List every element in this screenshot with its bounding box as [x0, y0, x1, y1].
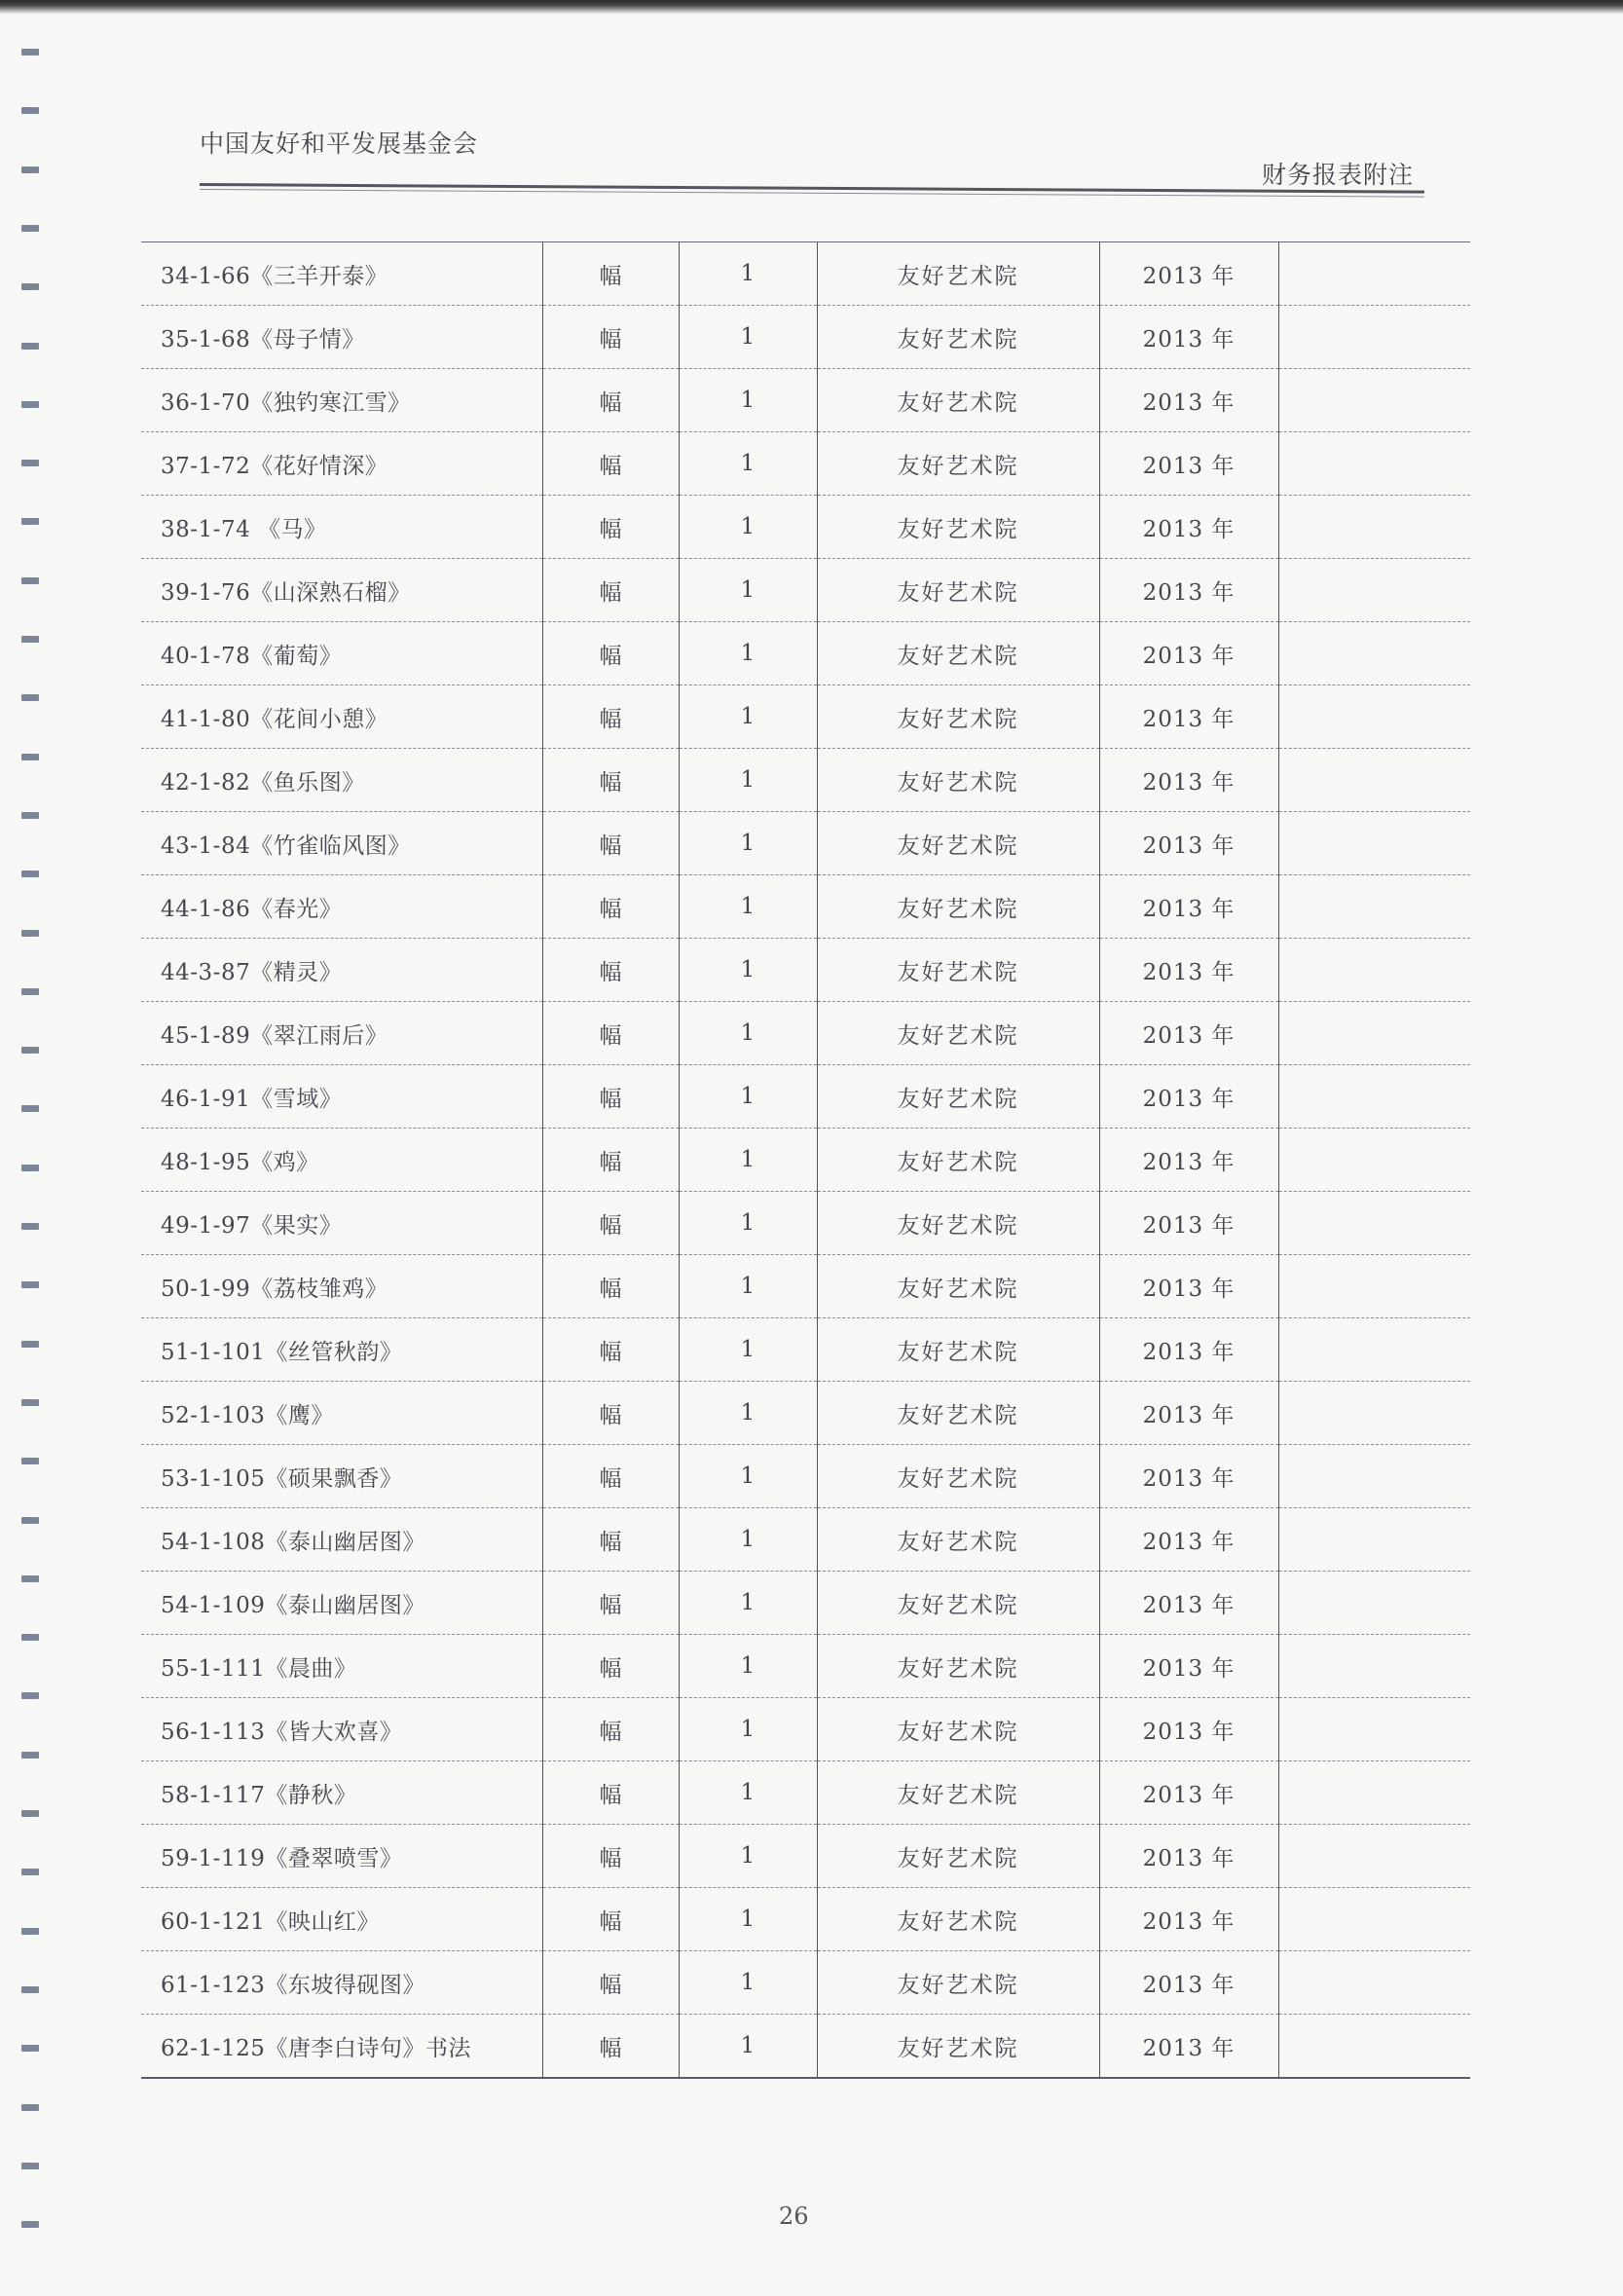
binder-hole: [21, 343, 39, 350]
cell-name: 62-1-125《唐李白诗句》书法: [141, 2015, 542, 2079]
artwork-table: [141, 241, 1470, 2079]
cell-year: 2013 年: [1099, 1065, 1278, 1129]
cell-empty: [1278, 2015, 1470, 2079]
table-row: [141, 1508, 1470, 1572]
cell-year: 2013 年: [1099, 1825, 1278, 1888]
binder-hole: [21, 283, 39, 290]
cell-org: 友好艺术院: [817, 369, 1099, 432]
cell-empty: [1278, 1382, 1470, 1445]
cell-org: 友好艺术院: [817, 1318, 1099, 1382]
cell-org: 友好艺术院: [817, 1255, 1099, 1318]
cell-qty: 1: [679, 1825, 817, 1888]
cell-unit: 幅: [542, 1761, 679, 1825]
table-row: [141, 369, 1470, 432]
cell-name: 35-1-68《母子情》: [141, 306, 542, 369]
binder-hole: [21, 49, 39, 56]
cell-year: 2013 年: [1099, 1761, 1278, 1825]
table-row: [141, 1761, 1470, 1825]
cell-qty: 1: [679, 559, 817, 622]
table-row: [141, 1002, 1470, 1065]
cell-empty: [1278, 875, 1470, 939]
cell-name: 59-1-119《叠翠喷雪》: [141, 1825, 542, 1888]
table-row: [141, 1255, 1470, 1318]
table-row: [141, 685, 1470, 749]
table-row: [141, 1635, 1470, 1698]
cell-year: 2013 年: [1099, 306, 1278, 369]
cell-empty: [1278, 559, 1470, 622]
cell-year: 2013 年: [1099, 1318, 1278, 1382]
binder-hole: [21, 1165, 39, 1171]
binder-hole: [21, 812, 39, 819]
cell-qty: 1: [679, 432, 817, 496]
table-row: [141, 1888, 1470, 1951]
cell-empty: [1278, 622, 1470, 685]
cell-qty: 1: [679, 1635, 817, 1698]
cell-qty: 1: [679, 875, 817, 939]
cell-unit: 幅: [542, 559, 679, 622]
cell-name: 38-1-74 《马》: [141, 496, 542, 559]
cell-empty: [1278, 1002, 1470, 1065]
cell-unit: 幅: [542, 685, 679, 749]
binder-hole: [21, 870, 39, 877]
binder-hole: [21, 225, 39, 232]
cell-empty: [1278, 1698, 1470, 1761]
section-title: 财务报表附注: [1262, 161, 1415, 189]
scan-top-edge: [0, 0, 1623, 14]
cell-year: 2013 年: [1099, 812, 1278, 875]
cell-org: 友好艺术院: [817, 432, 1099, 496]
cell-org: 友好艺术院: [817, 1951, 1099, 2015]
cell-year: 2013 年: [1099, 622, 1278, 685]
table-row: [141, 1825, 1470, 1888]
table-row: [141, 1318, 1470, 1382]
binder-hole: [21, 2221, 39, 2228]
cell-org: 友好艺术院: [817, 242, 1099, 306]
cell-name: 49-1-97《果实》: [141, 1192, 542, 1255]
cell-year: 2013 年: [1099, 1445, 1278, 1508]
cell-name: 45-1-89《翠江雨后》: [141, 1002, 542, 1065]
cell-unit: 幅: [542, 749, 679, 812]
cell-year: 2013 年: [1099, 1255, 1278, 1318]
cell-unit: 幅: [542, 1318, 679, 1382]
binder-hole: [21, 1928, 39, 1935]
cell-name: 43-1-84《竹雀临风图》: [141, 812, 542, 875]
cell-unit: 幅: [542, 1002, 679, 1065]
cell-year: 2013 年: [1099, 875, 1278, 939]
cell-year: 2013 年: [1099, 1572, 1278, 1635]
cell-empty: [1278, 1508, 1470, 1572]
cell-qty: 1: [679, 1192, 817, 1255]
cell-year: 2013 年: [1099, 1951, 1278, 2015]
cell-unit: 幅: [542, 432, 679, 496]
cell-unit: 幅: [542, 496, 679, 559]
cell-unit: 幅: [542, 622, 679, 685]
cell-unit: 幅: [542, 1951, 679, 2015]
binder-hole: [21, 1047, 39, 1054]
binder-hole: [21, 460, 39, 466]
cell-org: 友好艺术院: [817, 749, 1099, 812]
cell-empty: [1278, 685, 1470, 749]
cell-name: 42-1-82《鱼乐图》: [141, 749, 542, 812]
cell-name: 51-1-101《丝管秋韵》: [141, 1318, 542, 1382]
table-row: [141, 306, 1470, 369]
cell-unit: 幅: [542, 875, 679, 939]
cell-name: 44-3-87《精灵》: [141, 939, 542, 1002]
cell-name: 55-1-111《晨曲》: [141, 1635, 542, 1698]
cell-year: 2013 年: [1099, 496, 1278, 559]
cell-unit: 幅: [542, 1572, 679, 1635]
cell-org: 友好艺术院: [817, 1002, 1099, 1065]
cell-unit: 幅: [542, 1445, 679, 1508]
binder-hole: [21, 1341, 39, 1348]
cell-qty: 1: [679, 1572, 817, 1635]
cell-name: 52-1-103《鹰》: [141, 1382, 542, 1445]
cell-year: 2013 年: [1099, 749, 1278, 812]
cell-unit: 幅: [542, 2015, 679, 2079]
cell-name: 56-1-113《皆大欢喜》: [141, 1698, 542, 1761]
cell-empty: [1278, 1192, 1470, 1255]
binder-hole: [21, 2104, 39, 2111]
cell-empty: [1278, 1572, 1470, 1635]
cell-name: 39-1-76《山深熟石榴》: [141, 559, 542, 622]
cell-name: 53-1-105《硕果飘香》: [141, 1445, 542, 1508]
table-row: [141, 1572, 1470, 1635]
table-row: [141, 242, 1470, 306]
cell-year: 2013 年: [1099, 1508, 1278, 1572]
cell-empty: [1278, 1635, 1470, 1698]
cell-org: 友好艺术院: [817, 939, 1099, 1002]
cell-unit: 幅: [542, 1825, 679, 1888]
cell-empty: [1278, 496, 1470, 559]
cell-qty: 1: [679, 1951, 817, 2015]
cell-org: 友好艺术院: [817, 622, 1099, 685]
cell-org: 友好艺术院: [817, 1888, 1099, 1951]
cell-qty: 1: [679, 1698, 817, 1761]
cell-qty: 1: [679, 1318, 817, 1382]
table-row: [141, 749, 1470, 812]
page-number: 26: [779, 2203, 809, 2230]
cell-unit: 幅: [542, 242, 679, 306]
cell-empty: [1278, 432, 1470, 496]
cell-org: 友好艺术院: [817, 306, 1099, 369]
cell-unit: 幅: [542, 1129, 679, 1192]
cell-org: 友好艺术院: [817, 1445, 1099, 1508]
cell-empty: [1278, 1255, 1470, 1318]
table-row: [141, 1382, 1470, 1445]
binder-hole: [21, 577, 39, 584]
cell-qty: 1: [679, 306, 817, 369]
cell-unit: 幅: [542, 1382, 679, 1445]
binder-hole: [21, 754, 39, 760]
table-row: [141, 1445, 1470, 1508]
cell-qty: 1: [679, 1445, 817, 1508]
cell-qty: 1: [679, 1508, 817, 1572]
cell-unit: 幅: [542, 1192, 679, 1255]
binder-hole: [21, 930, 39, 937]
binder-hole: [21, 518, 39, 525]
cell-empty: [1278, 1445, 1470, 1508]
cell-empty: [1278, 749, 1470, 812]
cell-org: 友好艺术院: [817, 1065, 1099, 1129]
cell-name: 50-1-99《荔枝雏鸡》: [141, 1255, 542, 1318]
binder-hole: [21, 1869, 39, 1875]
cell-empty: [1278, 1065, 1470, 1129]
binder-hole: [21, 694, 39, 701]
cell-qty: 1: [679, 1761, 817, 1825]
cell-qty: 1: [679, 622, 817, 685]
cell-qty: 1: [679, 496, 817, 559]
binder-hole: [21, 1752, 39, 1759]
binder-hole: [21, 1634, 39, 1641]
binder-hole: [21, 1986, 39, 1993]
cell-unit: 幅: [542, 1635, 679, 1698]
binder-hole: [21, 2045, 39, 2052]
binder-hole: [21, 1810, 39, 1817]
cell-name: 40-1-78《葡萄》: [141, 622, 542, 685]
table-row: [141, 1698, 1470, 1761]
cell-unit: 幅: [542, 1508, 679, 1572]
cell-unit: 幅: [542, 1065, 679, 1129]
cell-org: 友好艺术院: [817, 496, 1099, 559]
table-row: [141, 1192, 1470, 1255]
cell-org: 友好艺术院: [817, 1761, 1099, 1825]
cell-year: 2013 年: [1099, 432, 1278, 496]
table-row: [141, 559, 1470, 622]
cell-empty: [1278, 369, 1470, 432]
binder-hole: [21, 636, 39, 643]
cell-empty: [1278, 1825, 1470, 1888]
cell-year: 2013 年: [1099, 369, 1278, 432]
cell-qty: 1: [679, 1129, 817, 1192]
cell-year: 2013 年: [1099, 1129, 1278, 1192]
cell-org: 友好艺术院: [817, 1382, 1099, 1445]
cell-name: 54-1-109《泰山幽居图》: [141, 1572, 542, 1635]
cell-name: 54-1-108《泰山幽居图》: [141, 1508, 542, 1572]
organization-name: 中国友好和平发展基金会: [200, 130, 479, 158]
binder-hole: [21, 1223, 39, 1230]
cell-org: 友好艺术院: [817, 1825, 1099, 1888]
cell-qty: 1: [679, 685, 817, 749]
cell-name: 44-1-86《春光》: [141, 875, 542, 939]
cell-name: 60-1-121《映山红》: [141, 1888, 542, 1951]
cell-qty: 1: [679, 1888, 817, 1951]
cell-name: 61-1-123《东坡得砚图》: [141, 1951, 542, 2015]
cell-year: 2013 年: [1099, 685, 1278, 749]
cell-qty: 1: [679, 1255, 817, 1318]
cell-org: 友好艺术院: [817, 2015, 1099, 2079]
binder-hole: [21, 1575, 39, 1582]
cell-qty: 1: [679, 242, 817, 306]
cell-year: 2013 年: [1099, 1192, 1278, 1255]
cell-org: 友好艺术院: [817, 875, 1099, 939]
cell-qty: 1: [679, 812, 817, 875]
cell-org: 友好艺术院: [817, 1129, 1099, 1192]
cell-unit: 幅: [542, 1698, 679, 1761]
cell-year: 2013 年: [1099, 242, 1278, 306]
table-row: [141, 812, 1470, 875]
binder-hole: [21, 1458, 39, 1464]
table-row: [141, 432, 1470, 496]
table-row: [141, 1129, 1470, 1192]
cell-year: 2013 年: [1099, 1698, 1278, 1761]
binder-hole: [21, 1517, 39, 1524]
cell-year: 2013 年: [1099, 1002, 1278, 1065]
cell-qty: 1: [679, 939, 817, 1002]
cell-name: 36-1-70《独钓寒江雪》: [141, 369, 542, 432]
cell-empty: [1278, 1951, 1470, 2015]
cell-qty: 1: [679, 2015, 817, 2079]
cell-name: 46-1-91《雪域》: [141, 1065, 542, 1129]
cell-org: 友好艺术院: [817, 1192, 1099, 1255]
cell-name: 48-1-95《鸡》: [141, 1129, 542, 1192]
cell-empty: [1278, 1318, 1470, 1382]
artwork-table-container: [141, 241, 1470, 2079]
cell-empty: [1278, 939, 1470, 1002]
table-row: [141, 622, 1470, 685]
cell-empty: [1278, 306, 1470, 369]
table-row: [141, 939, 1470, 1002]
cell-empty: [1278, 1761, 1470, 1825]
cell-org: 友好艺术院: [817, 685, 1099, 749]
cell-qty: 1: [679, 369, 817, 432]
cell-year: 2013 年: [1099, 1888, 1278, 1951]
cell-empty: [1278, 242, 1470, 306]
binder-hole: [21, 1281, 39, 1288]
binder-hole: [21, 1692, 39, 1699]
cell-empty: [1278, 812, 1470, 875]
cell-unit: 幅: [542, 369, 679, 432]
cell-year: 2013 年: [1099, 939, 1278, 1002]
table-row: [141, 875, 1470, 939]
cell-org: 友好艺术院: [817, 1508, 1099, 1572]
binder-hole: [21, 401, 39, 408]
cell-name: 37-1-72《花好情深》: [141, 432, 542, 496]
binder-hole: [21, 167, 39, 173]
binder-hole: [21, 1399, 39, 1406]
table-row: [141, 496, 1470, 559]
binder-hole: [21, 107, 39, 114]
cell-name: 58-1-117《静秋》: [141, 1761, 542, 1825]
cell-unit: 幅: [542, 812, 679, 875]
cell-unit: 幅: [542, 1255, 679, 1318]
cell-name: 34-1-66《三羊开泰》: [141, 242, 542, 306]
cell-org: 友好艺术院: [817, 559, 1099, 622]
binder-hole: [21, 988, 39, 995]
cell-org: 友好艺术院: [817, 812, 1099, 875]
binder-holes: [21, 49, 41, 2288]
table-row: [141, 1951, 1470, 2015]
binder-hole: [21, 1105, 39, 1112]
cell-qty: 1: [679, 1382, 817, 1445]
cell-empty: [1278, 1888, 1470, 1951]
cell-unit: 幅: [542, 1888, 679, 1951]
cell-year: 2013 年: [1099, 2015, 1278, 2079]
cell-name: 41-1-80《花间小憩》: [141, 685, 542, 749]
cell-year: 2013 年: [1099, 559, 1278, 622]
cell-qty: 1: [679, 749, 817, 812]
cell-unit: 幅: [542, 306, 679, 369]
cell-qty: 1: [679, 1002, 817, 1065]
table-row: [141, 1065, 1470, 1129]
table-row: [141, 2015, 1470, 2079]
cell-unit: 幅: [542, 939, 679, 1002]
cell-year: 2013 年: [1099, 1382, 1278, 1445]
cell-org: 友好艺术院: [817, 1572, 1099, 1635]
cell-org: 友好艺术院: [817, 1698, 1099, 1761]
cell-year: 2013 年: [1099, 1635, 1278, 1698]
cell-qty: 1: [679, 1065, 817, 1129]
cell-org: 友好艺术院: [817, 1635, 1099, 1698]
binder-hole: [21, 2163, 39, 2169]
cell-empty: [1278, 1129, 1470, 1192]
